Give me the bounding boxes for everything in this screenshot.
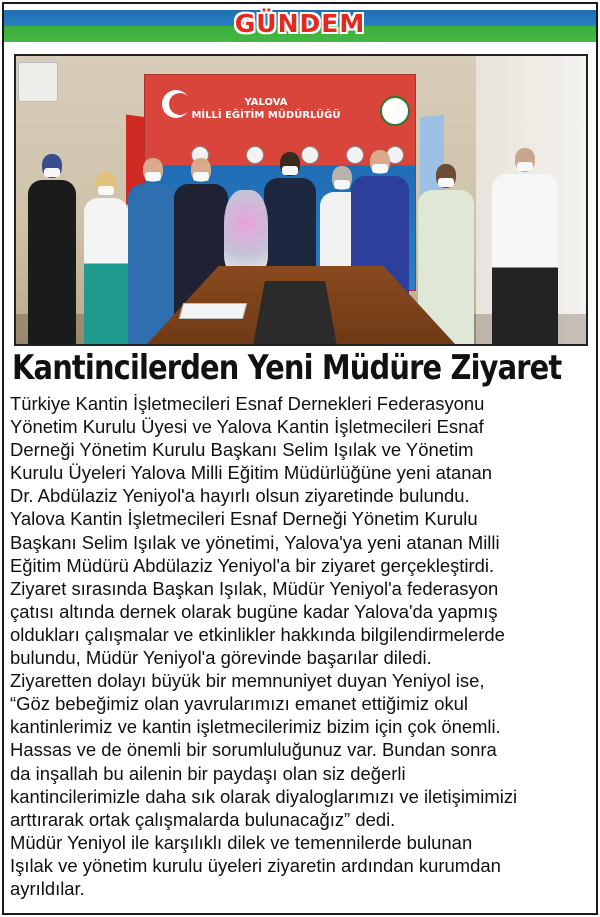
article-body [10,392,590,902]
banner-title [166,96,366,122]
article-line: Başkanı Selim Işılak ve yönetimi, Yalova'ya yeni atanan Milli [10,531,500,553]
document-on-table [179,303,247,319]
article-line: bulundu, Müdür Yeniyol'a görevinde başarılar diledi. [10,647,432,669]
article-line: Derneği Yönetim Kurulu Başkanı Selim Işılak ve Yönetim [10,439,474,461]
article-headline: Kantincilerden Yeni Müdüre Ziyaret [12,348,562,388]
article-line: arttırarak ortak çalışmalarda bulunacağız” dedi. [10,808,396,830]
article-line: Dr. Abdülaziz Yeniyol'a hayırlı olsun ziyaretinde bulundu. [10,485,470,507]
article-line: Türkiye Kantin İşletmecileri Esnaf Dernekleri Federasyonu [10,393,485,414]
article-line: Hassas ve de önemli bir sorumluluğunuz var. Bundan sonra [10,739,497,761]
article-line: oldukları çalışmalar ve etkinlikler hakkında bilgilendirmelerde [10,623,505,645]
article-line: Işılak ve yönetim kurulu üyeleri ziyaretin ardından kurumdan [10,854,501,876]
table-runner [252,281,338,346]
article-line: kantinlerimiz ve kantin işletmecilerimiz bizim için çok önemli. [10,716,501,738]
person [492,148,558,344]
banner-title-line1: YALOVA [244,97,288,108]
article-line: kantincilerimizle daha sık olarak diyaloglarımızı ve iletişimimizi [10,785,518,807]
article-line: Yönetim Kurulu Üyesi ve Yalova Kantin İşletmecileri Esnaf [10,416,484,438]
article-line: Müdür Yeniyol ile karşılıklı dilek ve temennilerde bulunan [10,831,473,853]
ministry-emblem-icon [380,96,410,126]
article-photo [14,54,588,346]
section-header-bar [4,4,596,42]
section-title: GÜNDEM [234,9,366,38]
person [128,158,178,344]
flower-bouquet [224,190,268,272]
logo-icon [246,146,264,164]
article-line: da inşallah bu ailenin bir paydaşı olan siz değerli [10,762,406,784]
article-line: Ziyaretten dolayı büyük bir memnuniyet duyan Yeniyol ise, [10,670,485,692]
article-line: Yalova Kantin İşletmecileri Esnaf Derneği Yönetim Kurulu [10,508,478,530]
banner-title-line2: MİLLİ EĞİTİM MÜDÜRLÜĞÜ [191,110,341,121]
article-line: çatısı altında dernek olarak bugüne kadar Yalova'da yapmış [10,600,498,622]
article-line: “Göz bebeğimiz olan yavrularımızı emanet ettiğimiz okul [10,693,469,715]
article-line: Ziyaret sırasında Başkan Işılak, Müdür Yeniyol'a federasyon [10,577,499,599]
person [28,154,76,344]
article-line: Kurulu Üyeleri Yalova Milli Eğitim Müdürlüğüne yeni atanan [10,462,492,484]
article-line: Eğitim Müdürü Abdülaziz Yeniyol'a bir ziyaret gerçekleştirdi. [10,554,495,576]
air-conditioner [18,62,58,102]
article-line: ayrıldılar. [10,877,85,899]
person [84,172,128,344]
